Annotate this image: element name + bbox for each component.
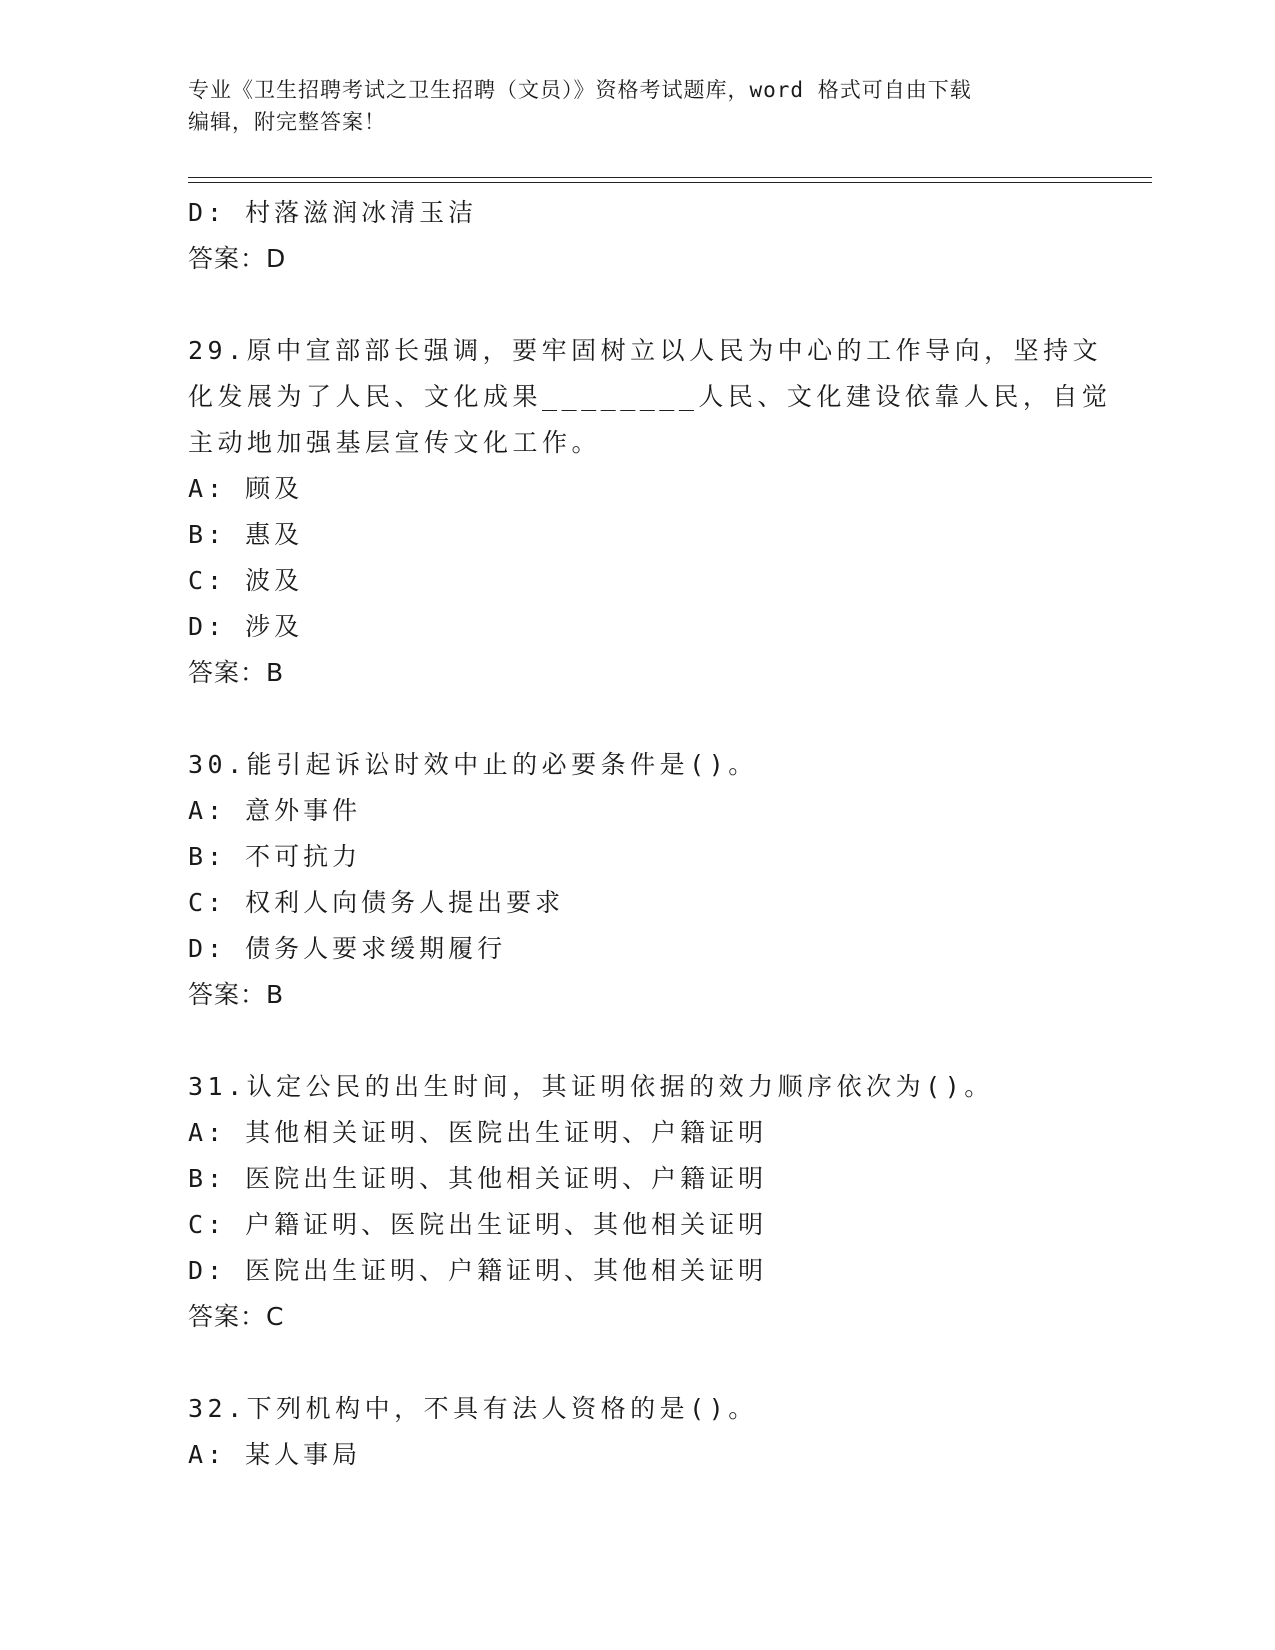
option-line: C: 权利人向债务人提出要求	[188, 888, 565, 917]
option-line: A: 某人事局	[188, 1440, 362, 1469]
question-content	[188, 190, 1112, 1478]
stem-line: 29.原中宣部部长强调，要牢固树立以人民为中心的工作导向，坚持文	[188, 336, 1103, 365]
option-line: A: 顾及	[188, 474, 304, 503]
stem-line: 32.下列机构中，不具有法人资格的是()。	[188, 1394, 758, 1423]
stem-line: 主动地加强基层宣传文化工作。	[188, 428, 602, 457]
question-32	[188, 1386, 1088, 1478]
header-rule-top	[188, 177, 1152, 178]
answer-line: 答案：B	[188, 658, 285, 687]
document-header	[188, 74, 1088, 138]
question-stem	[188, 1064, 1088, 1110]
header-rule-bottom	[188, 182, 1152, 183]
stem-line: 30.能引起诉讼时效中止的必要条件是()。	[188, 750, 758, 779]
answer-line: 答案：B	[188, 980, 285, 1009]
question-stem	[188, 1386, 1088, 1432]
option-line: D: 债务人要求缓期履行	[188, 934, 507, 963]
question-30	[188, 742, 1088, 1018]
question-29	[188, 328, 1112, 696]
option-line: D: 村落滋润冰清玉洁	[188, 198, 478, 227]
header-line-2: 编辑，附完整答案！	[188, 110, 386, 134]
option-line: C: 波及	[188, 566, 304, 595]
option-line: B: 医院出生证明、其他相关证明、户籍证明	[188, 1164, 768, 1193]
question-stem	[188, 742, 1088, 788]
option-line: B: 不可抗力	[188, 842, 362, 871]
question-31	[188, 1064, 1088, 1340]
previous-question-tail	[188, 190, 1088, 282]
option-line: D: 医院出生证明、户籍证明、其他相关证明	[188, 1256, 768, 1285]
option-line: D: 涉及	[188, 612, 304, 641]
option-line: A: 其他相关证明、医院出生证明、户籍证明	[188, 1118, 768, 1147]
option-line: B: 惠及	[188, 520, 304, 549]
stem-line: 化发展为了人民、文化成果________人民、文化建设依靠人民，自觉	[188, 382, 1112, 411]
option-line: A: 意外事件	[188, 796, 362, 825]
stem-line: 31.认定公民的出生时间，其证明依据的效力顺序依次为()。	[188, 1072, 994, 1101]
option-line: C: 户籍证明、医院出生证明、其他相关证明	[188, 1210, 768, 1239]
answer-line: 答案：C	[188, 1302, 285, 1331]
question-stem	[188, 328, 1112, 466]
header-line-1: 专业《卫生招聘考试之卫生招聘（文员）》资格考试题库，word 格式可自由下载	[188, 78, 972, 102]
answer-line: 答案：D	[188, 244, 287, 273]
